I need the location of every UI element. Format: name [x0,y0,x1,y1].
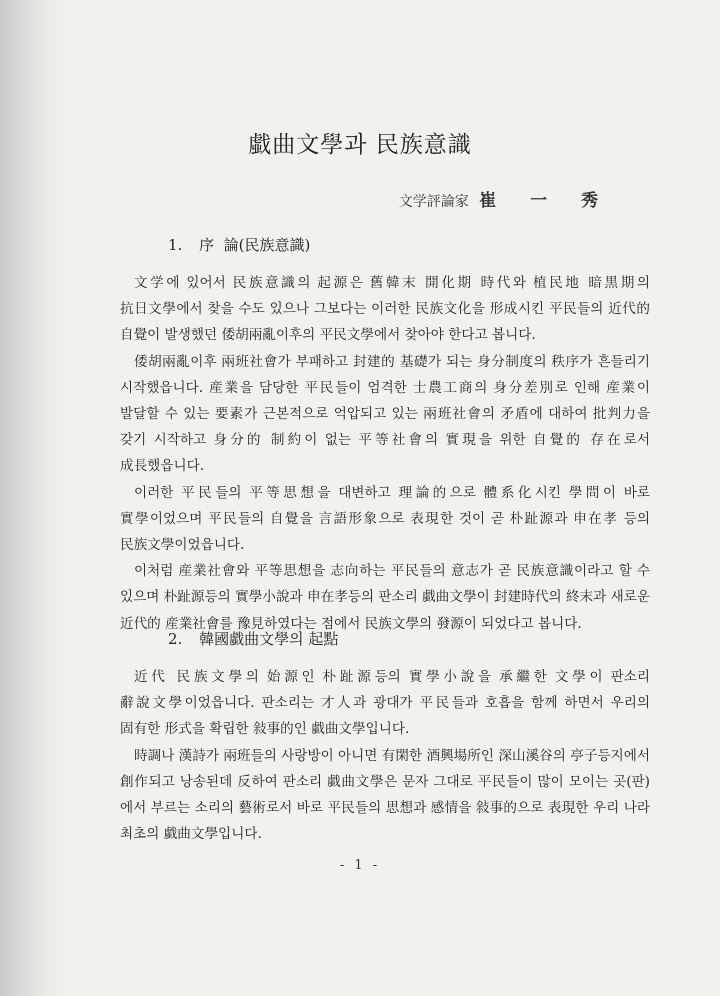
paragraph: 이처럼 産業社會와 平等思想을 志向하는 平民들의 意志가 곧 民族意識이라고 할 수 있으며 朴趾源등의 實學小說과 申在孝등의 판소리 戱曲文學이 封建時代의 終末과 새로운 近代的 産業社會를 豫見하였다는 점에서 民族文學의 發源이 되었다고 봅니다. [120,563,650,632]
byline [399,186,612,211]
section-1-body [120,270,650,637]
paragraph: 時調나 漢詩가 兩班들의 사랑방이 아니면 有閑한 酒興場所인 深山溪谷의 亭子등지에서 創作되고 낭송된데 反하여 판소리 戱曲文學은 문자 그대로 平民들이 많이 모이는 곳(판)에서 부르는 소리의 藝術로서 바로 平民들의 思想과 感情을 敍事的으로 表現한 우리 나라 최초의 戱曲文學입니다. [120,747,650,843]
paragraph: 이러한 平民들의 平等思想을 대변하고 理論的으로 體系化시킨 學問이 바로 實學이었으며 平民들의 自覺을 言語形象으로 表現한 것이 곧 朴趾源과 申在孝 등의 民族文學이었읍니다. [120,484,650,554]
section-heading-2 [168,628,338,649]
paragraph: 倭胡兩亂이후 兩班社會가 부패하고 封建的 基礎가 되는 身分制度의 秩序가 흔들리기 시작했읍니다. 産業을 담당한 平民들이 엄격한 士農工商의 身分差別로 인해 産業이 발달할 수 있는 要素가 근본적으로 억압되고 있는 兩班社會의 矛盾에 대하여 批判力을 갖기 시작하고 身分的 制約이 없는 平等社會의 實現을 위한 自覺的 存在로서 成長했읍니다. [120,353,650,475]
section-number: 2. [168,630,183,648]
author-role: 文学評論家 [398,194,469,210]
document-title: 戱曲文學과 民族意識 [248,132,472,158]
page-number: - 1 - [339,858,381,873]
section-2-body [120,664,650,847]
author-name: 崔 一 秀 [479,191,612,211]
section-number: 1. [168,236,183,254]
section-title: 序 論(民族意識) [199,236,311,254]
paragraph: 近代 民族文學의 始源인 朴趾源등의 實學小說을 承繼한 文學이 판소리 辭說文學이었읍니다. 판소리는 才人과 광대가 平民들과 호흡을 함께 하면서 우리의 固有한 形式을 확립한 敍事的인 戱曲文學입니다. [120,669,650,738]
paragraph: 文学에 있어서 民族意識의 起源은 舊韓末 開化期 時代와 植民地 暗黒期의 抗日文學에서 찾을 수도 있으나 그보다는 이러한 民族文化을 形成시킨 平民들의 近代的 自覺이 발생했던 倭胡兩亂이후의 平民文學에서 찾아야 한다고 봅니다. [120,275,650,344]
section-heading-1 [168,234,310,255]
section-title: 韓國戱曲文學의 起點 [199,630,339,648]
